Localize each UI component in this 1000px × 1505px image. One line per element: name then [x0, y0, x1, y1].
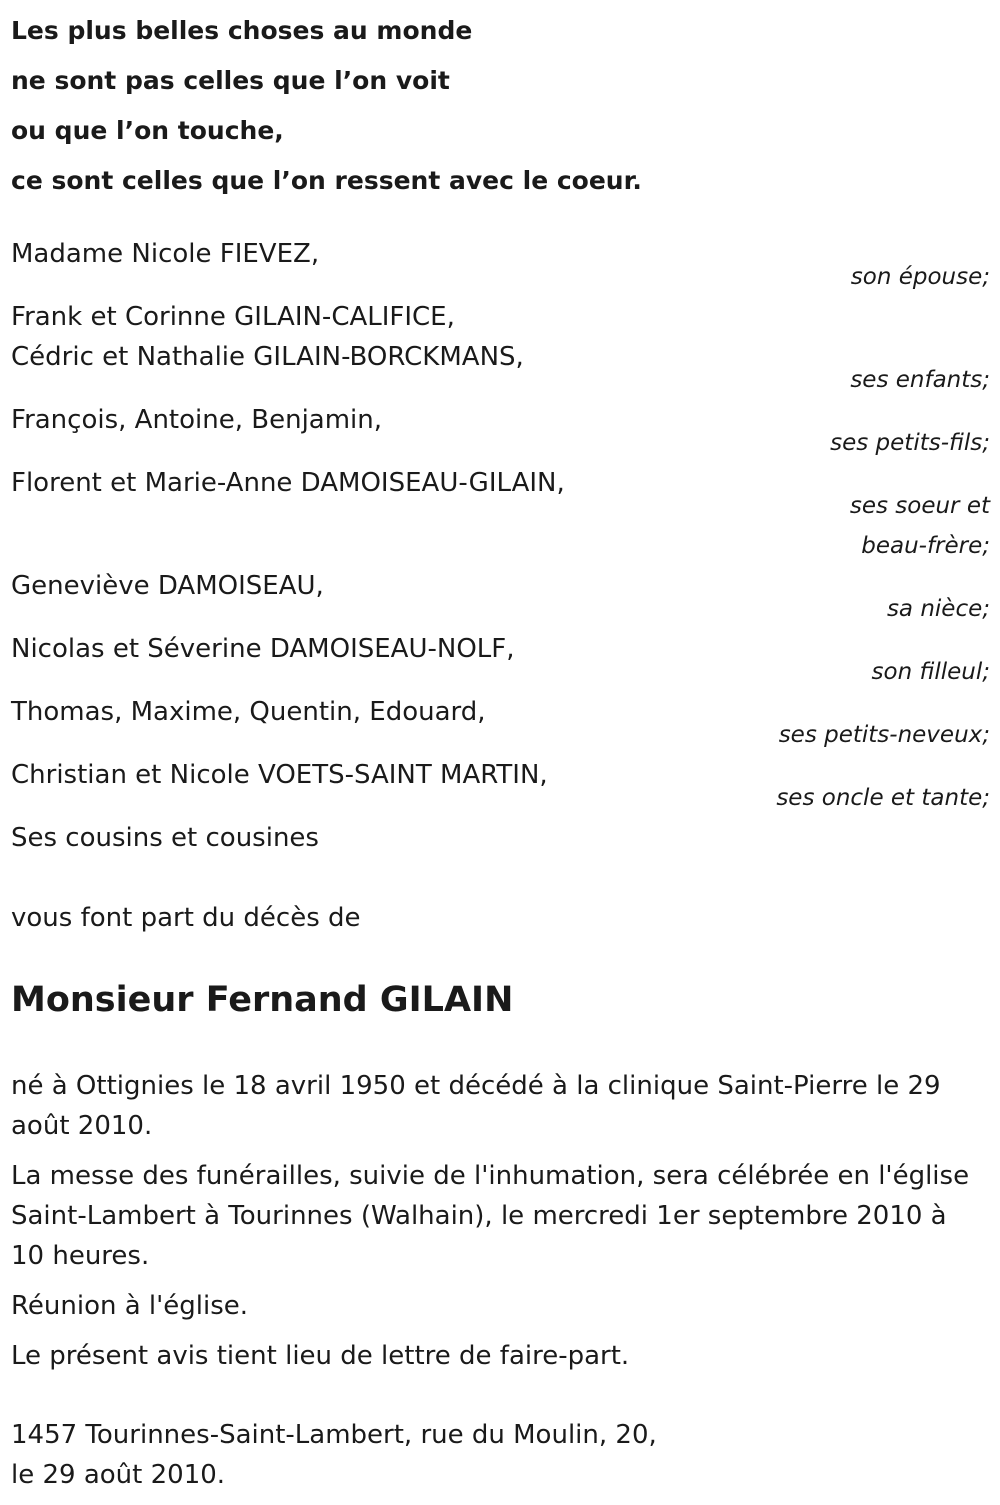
funeral-text: La messe des funérailles, suivie de l'inhumation, sera célébrée en l'église Saint-Lambert à Tourinnes (Walhain), le mercredi 1er septembre 2010 à 10 heures. — [11, 1161, 970, 1271]
family-name: Madame Nicole FIEVEZ, — [11, 239, 320, 269]
date-line: le 29 août 2010. — [11, 1460, 226, 1490]
address-line: 1457 Tourinnes-Saint-Lambert, rue du Moulin, 20, — [11, 1420, 657, 1450]
family-role: beau-frère; — [861, 533, 990, 559]
family-name: Geneviève DAMOISEAU, — [11, 571, 324, 601]
family-role: ses petits-fils; — [830, 430, 990, 456]
family-role: ses soeur et — [849, 493, 990, 519]
family-name: Nicolas et Séverine DAMOISEAU-NOLF, — [11, 634, 515, 664]
family-name: Christian et Nicole VOETS-SAINT MARTIN, — [11, 760, 548, 790]
family-name: Ses cousins et cousines — [11, 823, 319, 853]
family-role: ses enfants; — [850, 367, 990, 393]
poem-line: Les plus belles choses au monde — [11, 16, 473, 45]
family-name: François, Antoine, Benjamin, — [11, 405, 383, 435]
family-name: Frank et Corinne GILAIN-CALIFICE, — [11, 302, 455, 332]
family-name: Florent et Marie-Anne DAMOISEAU-GILAIN, — [11, 468, 565, 498]
announcement: vous font part du décès de — [11, 903, 361, 933]
poem-line: ne sont pas celles que l’on voit — [11, 66, 450, 95]
deceased-name: Monsieur Fernand GILAIN — [11, 980, 514, 1020]
family-role: ses oncle et tante; — [776, 785, 990, 811]
reunion-text: Réunion à l'église. — [11, 1291, 249, 1321]
family-role: ses petits-neveux; — [778, 722, 990, 748]
family-role: son épouse; — [850, 264, 990, 290]
family-role: sa nièce; — [886, 596, 990, 622]
family-name: Thomas, Maxime, Quentin, Edouard, — [11, 697, 486, 727]
birth-death-text: né à Ottignies le 18 avril 1950 et décédé à la clinique Saint-Pierre le 29 août 2010. — [11, 1071, 941, 1141]
family-role: son filleul; — [871, 659, 990, 685]
notice-text: Le présent avis tient lieu de lettre de faire-part. — [11, 1341, 630, 1371]
family-name: Cédric et Nathalie GILAIN-BORCKMANS, — [11, 342, 524, 372]
poem-line: ou que l’on touche, — [11, 116, 284, 145]
poem — [11, 6, 911, 206]
poem-line: ce sont celles que l’on ressent avec le coeur. — [11, 166, 642, 195]
